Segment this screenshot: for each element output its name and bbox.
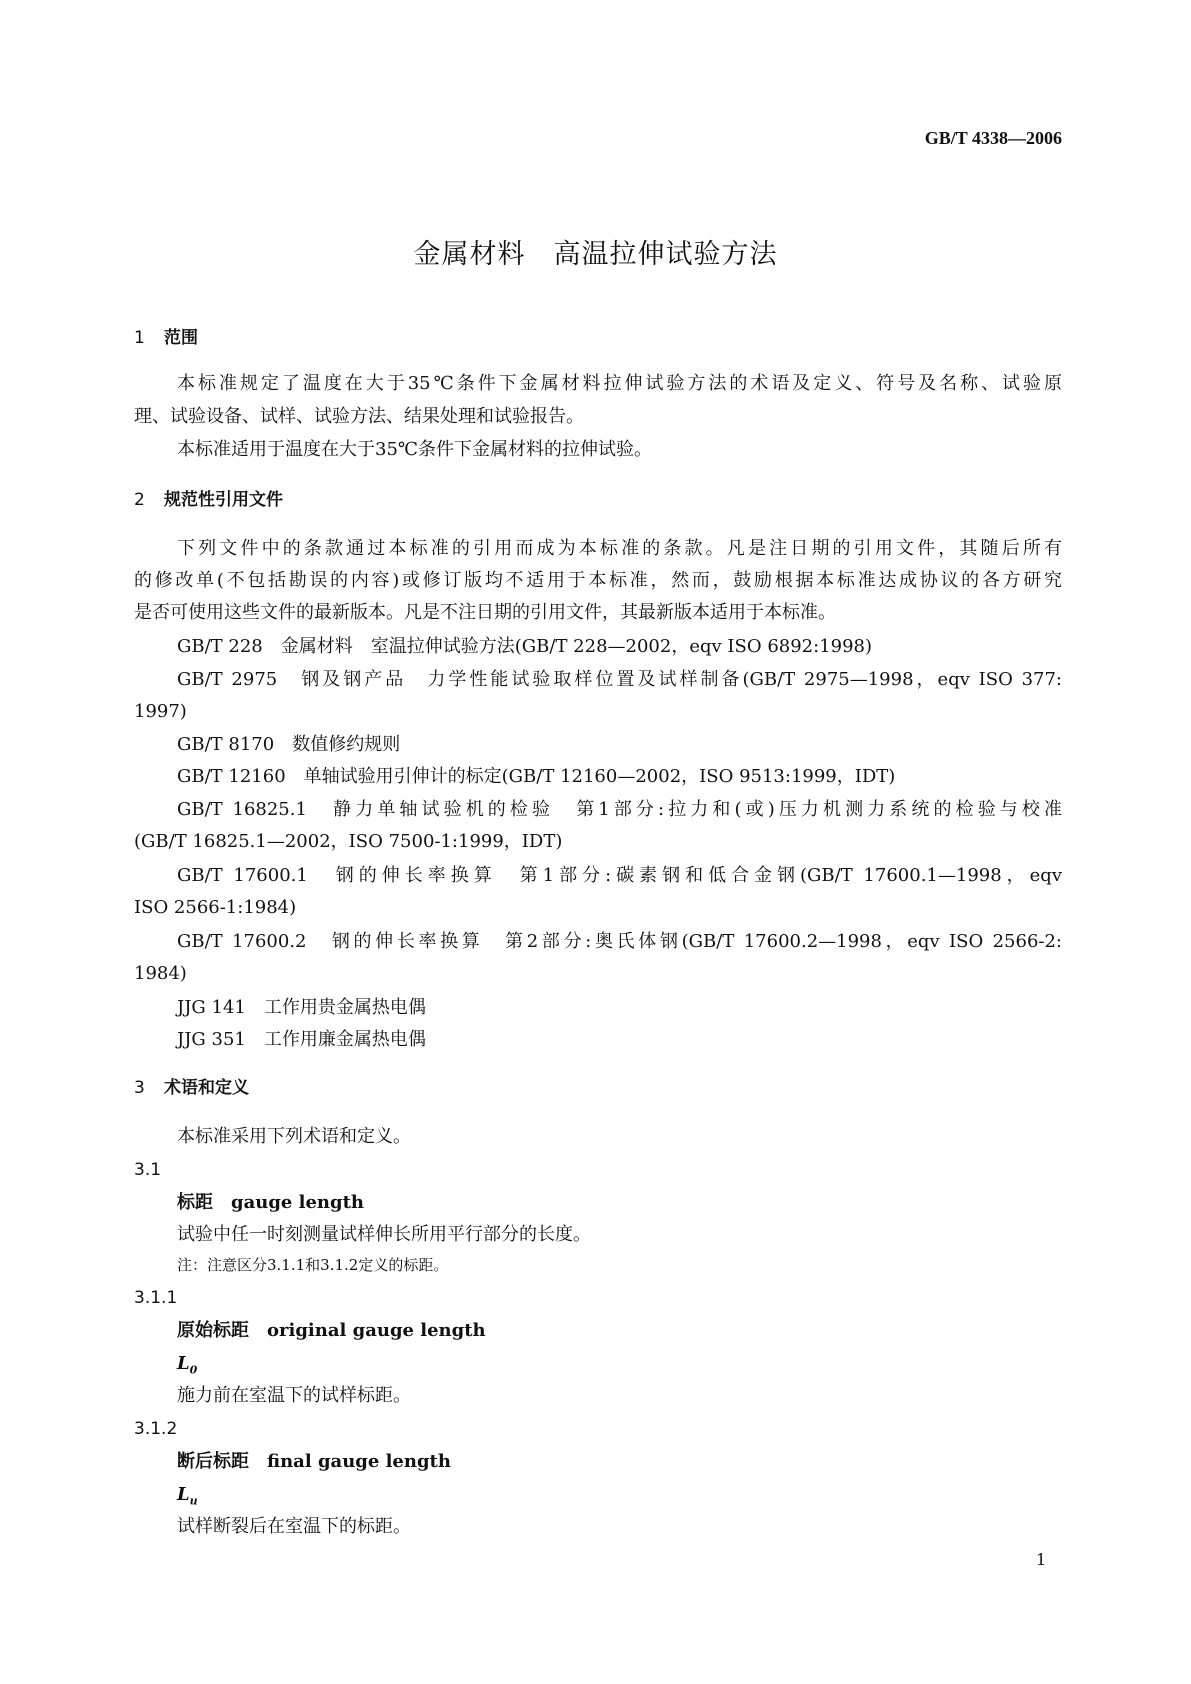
- reference-item-cont: (GB/T 16825.1—2002，ISO 7500-1:1999，IDT): [134, 831, 563, 852]
- term-note: 注：注意区分3.1.1和3.1.2定义的标距。: [177, 1256, 449, 1274]
- symbol-subscript: u: [189, 1494, 198, 1508]
- reference-item-cont: 1997): [134, 701, 187, 722]
- symbol: L: [177, 1353, 190, 1374]
- paragraph-line: 理、试验设备、试样、试验方法、结果处理和试验报告。: [134, 406, 584, 427]
- paragraph-line: 的修改单(不包括勘误的内容)或修订版均不适用于本标准，然而，鼓励根据本标准达成协议的各方研究: [134, 570, 1062, 591]
- reference-item-cont: 1984): [134, 963, 187, 984]
- section-3-heading: [134, 1077, 1062, 1099]
- clause-number: 3.1.2: [134, 1419, 178, 1439]
- reference-item: GB/T 17600.1 钢的伸长率换算 第1部分:碳素钢和低合金钢(GB/T 17600.1—1998，eqv: [177, 865, 1062, 886]
- section-number: 2: [134, 490, 145, 510]
- term-heading: 原始标距 original gauge length: [177, 1320, 486, 1341]
- section-title: 规范性引用文件: [164, 490, 283, 510]
- term-symbol: [177, 1353, 1062, 1382]
- section-1-heading: [134, 327, 1062, 349]
- paragraph-line: 本标准采用下列术语和定义。: [177, 1126, 411, 1147]
- paragraph-line: 是否可使用这些文件的最新版本。凡是不注日期的引用文件，其最新版本适用于本标准。: [134, 602, 836, 623]
- symbol: L: [177, 1484, 190, 1505]
- reference-item: GB/T 228 金属材料 室温拉伸试验方法(GB/T 228—2002，eqv ISO 6892:1998): [177, 636, 873, 657]
- clause-number: 3.1.1: [134, 1288, 178, 1308]
- reference-item-cont: ISO 2566-1:1984): [134, 897, 297, 918]
- paragraph-line: 本标准适用于温度在大于35℃条件下金属材料的拉伸试验。: [177, 439, 653, 460]
- reference-item: JJG 141 工作用贵金属热电偶: [177, 997, 426, 1018]
- term-symbol: [177, 1484, 1062, 1513]
- reference-item: GB/T 12160 单轴试验用引伸计的标定(GB/T 12160—2002，ISO 9513:1999，IDT): [177, 766, 896, 787]
- document-code-header: GB/T 4338—2006: [924, 128, 1062, 148]
- symbol-subscript: 0: [189, 1363, 198, 1377]
- reference-item: GB/T 8170 数值修约规则: [177, 734, 401, 755]
- reference-item: GB/T 2975 钢及钢产品 力学性能试验取样位置及试样制备(GB/T 2975—1998，eqv ISO 377:: [177, 669, 1062, 690]
- reference-item: GB/T 16825.1 静力单轴试验机的检验 第1部分:拉力和(或)压力机测力系统的检验与校准: [177, 799, 1062, 820]
- term-heading: 断后标距 final gauge length: [177, 1451, 451, 1472]
- reference-item: GB/T 17600.2 钢的伸长率换算 第2部分:奥氏体钢(GB/T 17600.2—1998，eqv ISO 2566-2:: [177, 931, 1062, 952]
- section-title: 术语和定义: [164, 1078, 249, 1098]
- section-title: 范围: [164, 328, 198, 348]
- term-definition: 试样断裂后在室温下的标距。: [177, 1516, 411, 1537]
- paragraph-line: 下列文件中的条款通过本标准的引用而成为本标准的条款。凡是注日期的引用文件，其随后所有: [177, 538, 1062, 559]
- document-title: 金属材料 高温拉伸试验方法: [413, 239, 778, 270]
- paragraph-line: 本标准规定了温度在大于35℃条件下金属材料拉伸试验方法的术语及定义、符号及名称、试验原: [177, 373, 1062, 394]
- page-number: 1: [1036, 1550, 1047, 1569]
- clause-number: 3.1: [134, 1160, 162, 1180]
- term-heading: 标距 gauge length: [177, 1192, 365, 1213]
- section-number: 3: [134, 1078, 145, 1098]
- section-number: 1: [134, 328, 145, 348]
- term-definition: 施力前在室温下的试样标距。: [177, 1385, 411, 1406]
- section-2-heading: [134, 489, 1062, 511]
- reference-item: JJG 351 工作用廉金属热电偶: [177, 1029, 426, 1050]
- term-definition: 试验中任一时刻测量试样伸长所用平行部分的长度。: [177, 1224, 591, 1245]
